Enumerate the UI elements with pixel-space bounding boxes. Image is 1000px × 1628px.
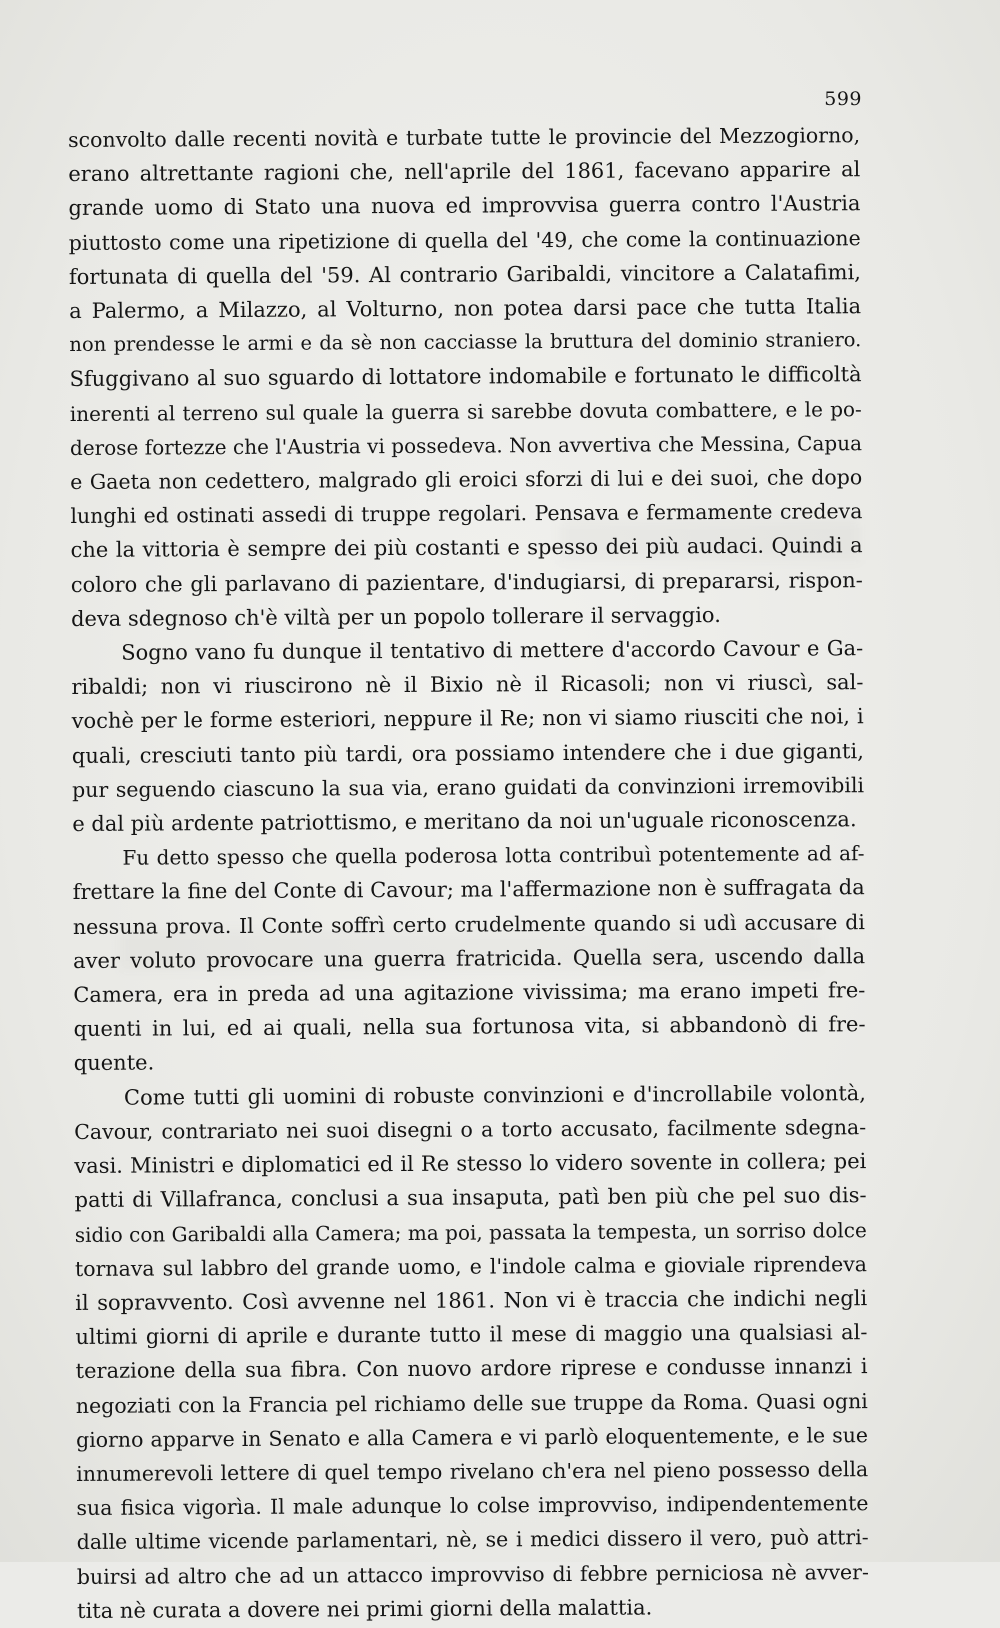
- paragraph: [72, 836, 865, 1080]
- text-line: piuttosto come una ripetizione di quella del '49, che come la continuazione: [68, 225, 861, 255]
- text-line: nessuna prova. Il Conte soffrì certo crudelmente quando si udì accusare di: [72, 909, 865, 939]
- text-line: derose fortezze che l'Austria vi possedeva. Non avvertiva che Messina, Capua: [69, 430, 863, 460]
- text-line: non prendesse le armi e da sè non cacciasse la bruttura del dominio straniero.: [69, 328, 862, 357]
- text-line: tita nè curata a dovere nei primi giorni della malattia.: [77, 1595, 653, 1623]
- text-line: quenti in lui, ed ai quali, nella sua fortunosa vita, si abbandonò di fre-: [73, 1012, 866, 1042]
- text-line: Cavour, contrariato nei suoi disegni o a torto accusato, facilmente sdegna-: [74, 1115, 867, 1144]
- text-line: Camera, era in preda ad una agitazione vivissima; ma erano impeti fre-: [73, 978, 866, 1008]
- text-line: fortunata di quella del '59. Al contrario Garibaldi, vincitore a Calatafimi,: [68, 259, 861, 289]
- text-line: frettare la fine del Conte di Cavour; ma l'affermazione non è suffragata da: [72, 875, 865, 905]
- text-line: sidio con Garibaldi alla Camera; ma poi, passata la tempesta, un sorriso dolce: [74, 1217, 867, 1247]
- text-line: grande uomo di Stato una nuova ed improvvisa guerra contro l'Austria: [68, 191, 861, 221]
- text-line: vochè per le forme esteriori, neppure il Re; non vi siamo riusciti che noi, i: [71, 704, 864, 734]
- text-line: innumerevoli lettere di quel tempo rivelano ch'era nel pieno possesso della: [76, 1457, 869, 1486]
- text-line: erano altrettante ragioni che, nell'aprile del 1861, facevano apparire al: [68, 157, 861, 187]
- text-line: il sopravvento. Così avvenne nel 1861. Non vi è traccia che indichi negli: [75, 1286, 868, 1315]
- body-text: [68, 118, 869, 1628]
- text-line: terazione della sua fibra. Con nuovo ardore riprese e condusse innanzi i: [75, 1354, 868, 1384]
- text-line: a Palermo, a Milazzo, al Volturno, non potea darsi pace che tutta Italia: [69, 294, 862, 324]
- text-line: Sfuggivano al suo sguardo di lottatore indomabile e fortunato le difficoltà: [69, 362, 862, 392]
- text-line: sua fisica vigorìa. Il male adunque lo colse improvviso, indipendentemente: [76, 1491, 869, 1521]
- text-line: aver voluto provocare una guerra fratricida. Quella sera, uscendo dalla: [73, 944, 866, 973]
- text-line: e Gaeta non cedettero, malgrado gli eroici sforzi di lui e dei suoi, che dopo: [70, 465, 863, 495]
- text-line: che la vittoria è sempre dei più costanti e spesso dei più audaci. Quindi a: [70, 533, 863, 563]
- text-line: coloro che gli parlavano di pazientare, d'indugiarsi, di prepararsi, rispon-: [70, 567, 863, 597]
- text-line: tornava sul labbro del grande uomo, e l'indole calma e gioviale riprendeva: [74, 1251, 868, 1281]
- text-line: quente.: [73, 1050, 155, 1076]
- text-line: pur seguendo ciascuno la sua via, erano guidati da convinzioni irremovibili: [72, 773, 865, 802]
- text-line: deva sdegnoso ch'è viltà per un popolo tollerare il servaggio.: [70, 602, 721, 631]
- text-line: Sogno vano fu dunque il tentativo di mettere d'accordo Cavour e Ga-: [121, 636, 864, 665]
- text-line: lunghi ed ostinati assedi di truppe regolari. Pensava e fermamente credeva: [70, 499, 863, 529]
- text-line: vasi. Ministri e diplomatici ed il Re stesso lo videro sovente in collera; pei: [74, 1149, 867, 1179]
- text-line: ribaldi; non vi riuscirono nè il Bixio nè il Ricasoli; non vi riuscì, sal-: [71, 670, 864, 700]
- text-line: Come tutti gli uomini di robuste convinzioni e d'incrollabile volontà,: [123, 1080, 867, 1110]
- paragraph: [71, 631, 864, 841]
- paragraph: [74, 1076, 869, 1628]
- text-line: buirsi ad altro che ad un attacco improvviso di febbre perniciosa nè avver-: [76, 1559, 869, 1589]
- paragraph: [68, 118, 863, 636]
- text-line: quali, cresciuti tanto più tardi, ora possiamo intendere che i due giganti,: [71, 738, 864, 768]
- text-line: patti di Villafranca, conclusi a sua insaputa, patì ben più che pel suo dis-: [74, 1183, 867, 1213]
- text-line: giorno apparve in Senato e alla Camera e vi parlò eloquentemente, e le sue: [75, 1422, 869, 1452]
- text-line: Fu detto spesso che quella poderosa lotta contribuì potentemente ad af-: [122, 841, 865, 870]
- text-line: dalle ultime vicende parlamentari, nè, se i medici dissero il vero, può attri-: [76, 1525, 869, 1555]
- text-line: e dal più ardente patriottismo, e meritano da noi un'uguale riconoscenza.: [72, 807, 857, 837]
- text-line: sconvolto dalle recenti novità e turbate tutte le provincie del Mezzogiorno,: [68, 123, 861, 152]
- text-line: inerenti al terreno sul quale la guerra si sarebbe dovuta combattere, e le po-: [69, 396, 862, 426]
- page-number: 599: [824, 88, 862, 110]
- text-line: negoziati con la Francia pel richiamo delle sue truppe da Roma. Quasi ogni: [75, 1388, 868, 1418]
- text-line: ultimi giorni di aprile e durante tutto il mese di maggio una qualsiasi al-: [75, 1320, 868, 1350]
